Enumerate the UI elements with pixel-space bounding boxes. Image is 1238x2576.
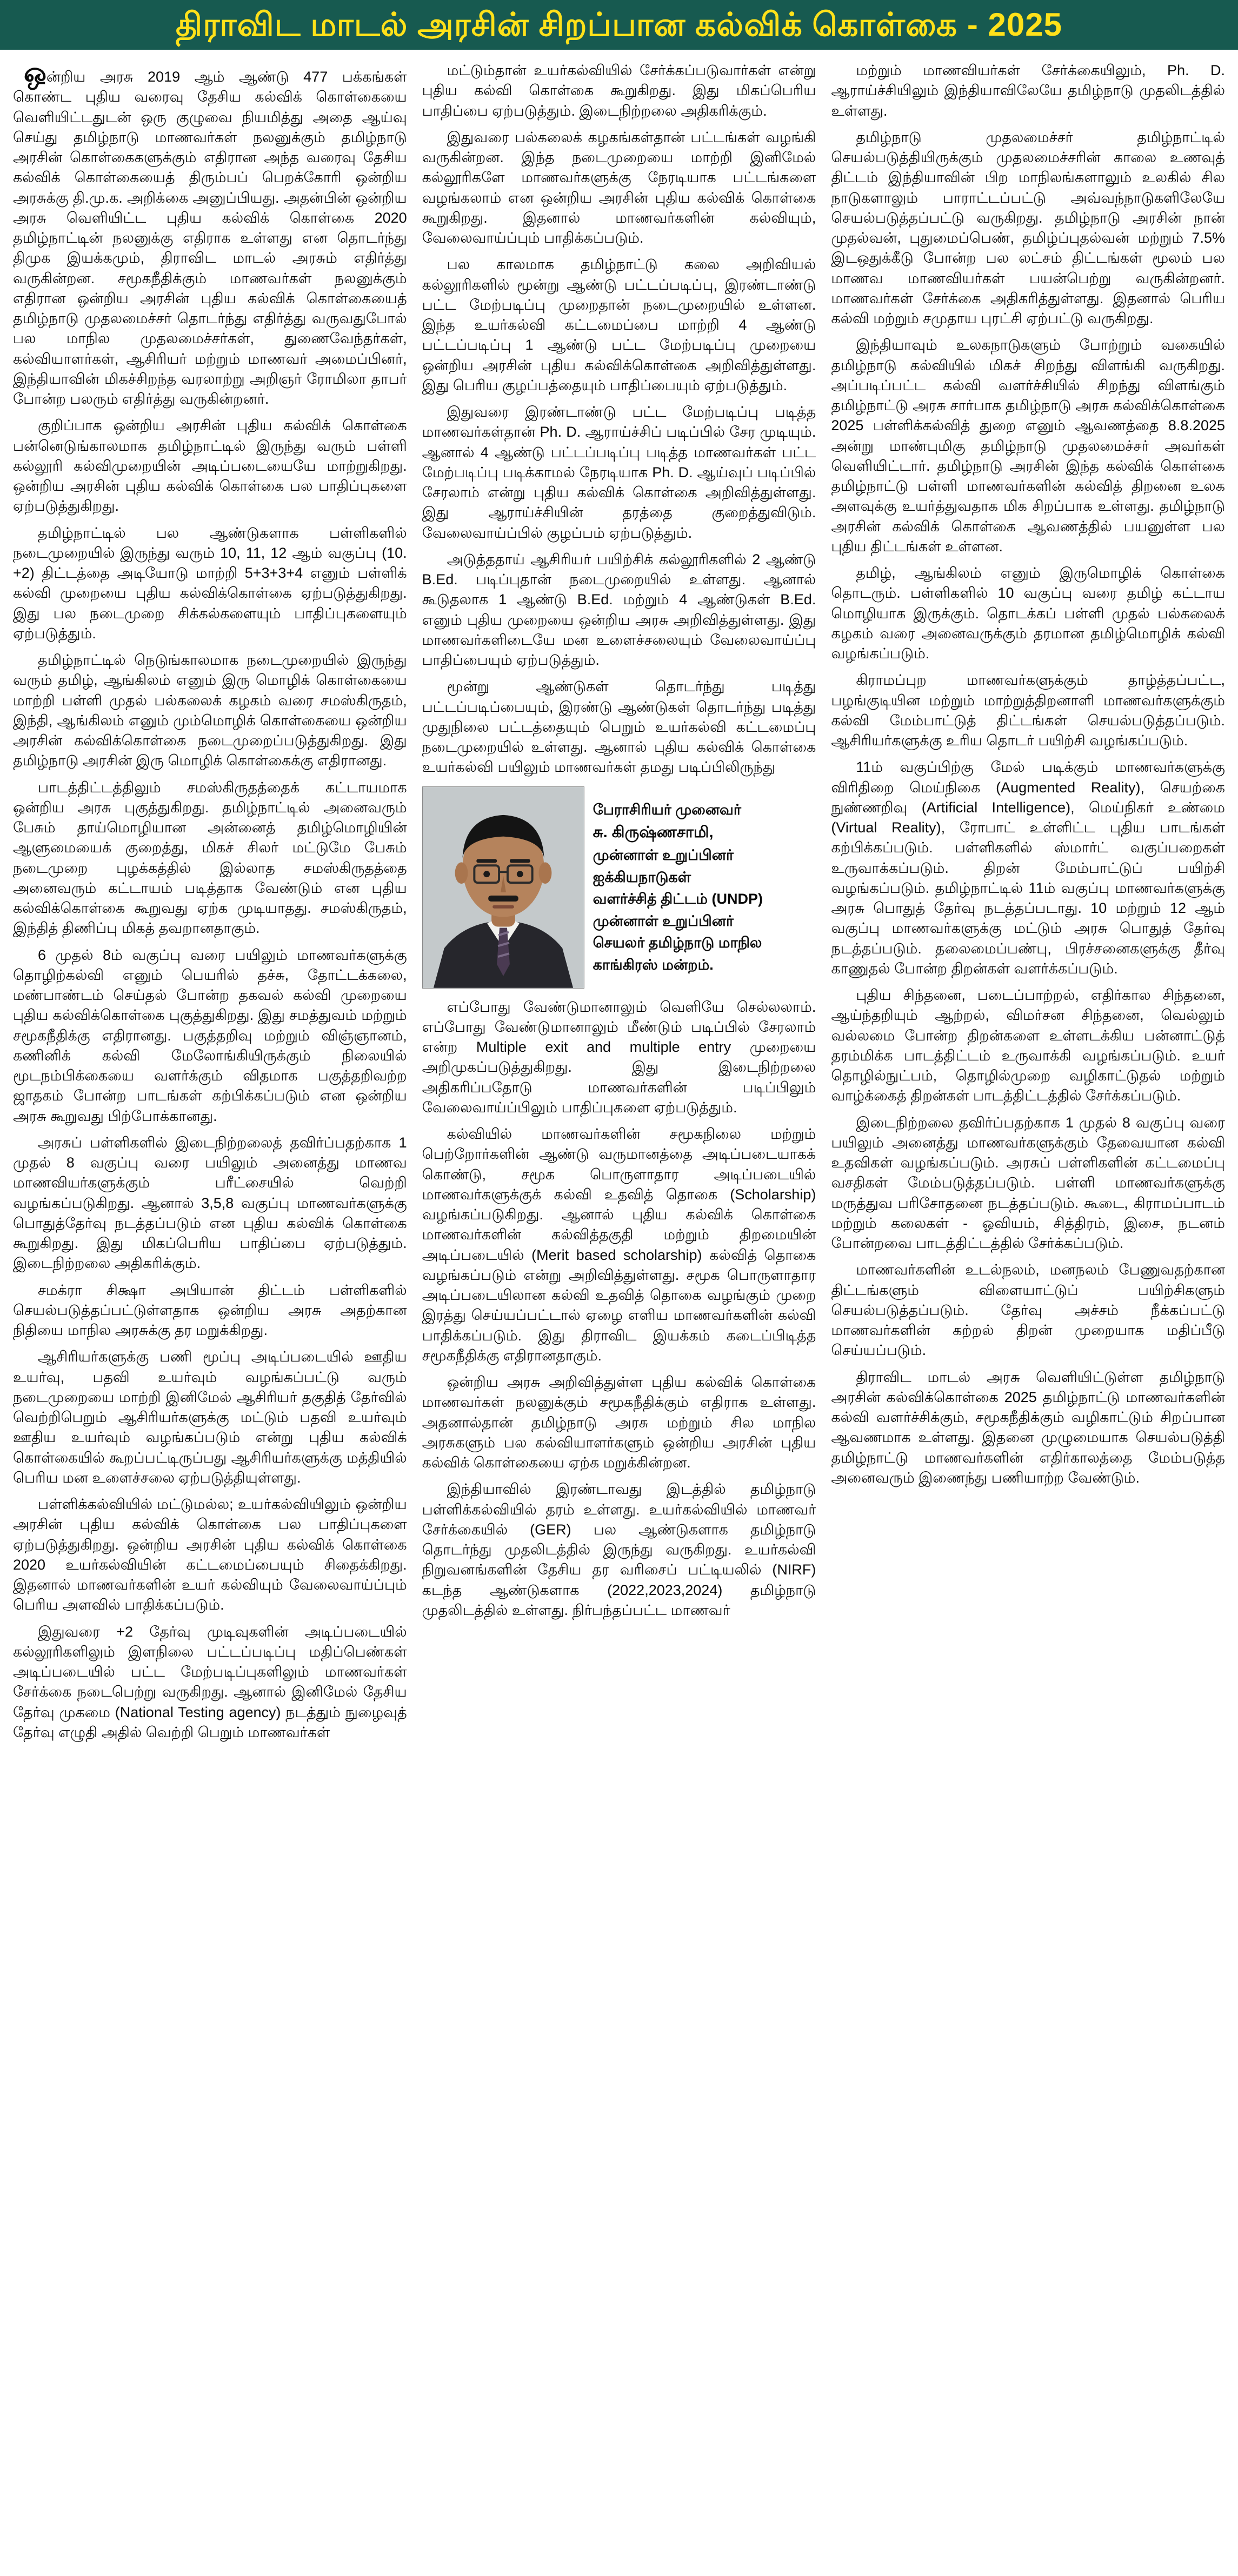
author-photo-block (422, 786, 816, 989)
paragraph: பள்ளிக்கல்வியில் மட்டுமல்ல; உயர்கல்வியிலும் ஒன்றிய அரசின் புதிய கல்விக் கொள்கை பல பாதிப்புகளை ஏற்படுத்துகிறது. ஒன்றிய அரசின் புதிய கல்விக் கொள்கை 2020 உயர்கல்வியின் கட்டமைப்பையும் சிதைக்கிறது. இதனால் மாணவர்களின் உயர் கல்வியும் வேலைவாய்ப்பும் பெரிய அளவில் பாதிக்கப்படும். (13, 1496, 407, 1613)
paragraph: இந்தியாவில் இரண்டாவது இடத்தில் தமிழ்நாடு பள்ளிக்கல்வியில் தரம் உள்ளது. உயர்கல்வியில் மாணவர் சேர்க்கையில் (GER) பல ஆண்டுகளாக தமிழ்நாடு தொடர்ந்து முதலிடத்தில் இருந்து வருகிறது. உயர்கல்வி நிறுவனங்களின் தேசிய தர வரிசைப் பட்டியலில் (NIRF) கடந்த ஆண்டுகளாக (2022,2023,2024) தமிழ்நாடு முதலிடத்தில் உள்ளது. நிர்பந்தப்பட்ட மாணவர் (422, 1481, 816, 1618)
paragraph: மூன்று ஆண்டுகள் தொடர்ந்து படித்து பட்டப்படிப்பையும், இரண்டு ஆண்டுகள் தொடர்ந்து படித்து முதுநிலை பட்டத்தையும் பெறும் உயர்கல்வி கட்டமைப்பு நடைமுறையில் உள்ளது. ஆனால் புதிய கல்விக் கொள்கை உயர்கல்வி பயிலும் மாணவர்கள் தமது படிப்பிலிருந்து (422, 678, 816, 776)
paragraph: ஆசிரியர்களுக்கு பணி மூப்பு அடிப்படையில் ஊதிய உயர்வு, பதவி உயர்வும் வழங்கப்பட்டு வரும் நடைமுறையை மாற்றி இனிமேல் ஆசிரியர் தகுதித் தேர்வில் வெற்றிபெறும் ஆசிரியர்களுக்கு மட்டும் பதவி உயர்வும் ஊதிய உயர்வும் வழங்கப்படும் என்று புதிய கல்விக் கொள்கையில் கூறப்பட்டிருப்பது ஆசிரியர்களுக்கு மத்தியில் பெரிய மன உளைச்சலை ஏற்படுத்தியுள்ளது. (13, 1349, 407, 1486)
author-caption (593, 786, 816, 989)
caption-line: முன்னாள் உறுப்பினர் (593, 912, 734, 929)
paragraph: மட்டும்தான் உயர்கல்வியில் சேர்க்கப்படுவார்கள் என்று புதிய கல்வி கொள்கை கூறுகிறது. இது மிகப்பெரிய பாதிப்பை ஏற்படுத்தும். இடைநிற்றலை அதிகரிக்கும். (422, 62, 816, 119)
caption-line: பேராசிரியர் முனைவர் (593, 802, 741, 818)
paragraph: புதிய சிந்தனை, படைப்பாற்றல், எதிர்கால சிந்தனை, ஆய்ந்தறியும் ஆற்றல், விமர்சன சிந்தனை, வெல்லும் வல்லமை போன்ற திறன்களை உள்ளடக்கிய பன்னாட்டுத் தரம்மிக்க பாடத்திட்டம் உருவாக்கி வழங்கப்படும். உயர் தொழில்நுட்பம், தொழில்முறை வழிகாட்டுதல் மற்றும் வாழ்க்கைத் திறன்கள் பாடத்திட்டத்தில் சேர்க்கப்படும். (831, 987, 1226, 1104)
paragraph: திராவிட மாடல் அரசு வெளியிட்டுள்ள தமிழ்நாடு அரசின் கல்விக்கொள்கை 2025 தமிழ்நாட்டு மாணவர்களின் கல்வி வளர்ச்சிக்கும், சமூகநீதிக்கும் வழிகாட்டும் சிறப்பான ஆவணமாக உள்ளது. இதனை முழுமையாக செயல்படுத்தி தமிழ்நாட்டு மாணவர்களின் எதிர்காலத்தை மேம்படுத்த அனைவரும் இணைந்து பணியாற்ற வேண்டும். (831, 1369, 1226, 1486)
paragraph: இடைநிற்றலை தவிர்ப்பதற்காக 1 முதல் 8 வகுப்பு வரை பயிலும் அனைத்து மாணவர்களுக்கும் தேவையான கல்வி உதவிகள் வழங்கப்படும். அரசுப் பள்ளிகளின் கட்டமைப்பு வசதிகள் மேம்படுத்தப்படும். பள்ளி மாணவர்களுக்கு மருத்துவ பரிசோதனை நடத்தப்படும். கூடை, கிராமப்பாடம் மற்றும் கலைகள் - ஓவியம், சித்திரம், இசை, நடனம் போன்றவை பாடத்திட்டத்தில் சேர்க்கப்படும். (831, 1114, 1226, 1251)
article-body (0, 50, 1238, 2576)
column-2 (422, 61, 816, 2576)
portrait-illustration (423, 787, 584, 988)
paragraph: இந்தியாவும் உலகநாடுகளும் போற்றும் வகையில் தமிழ்நாடு கல்வியில் மிகச் சிறந்து விளங்கி வருகிறது. அப்படிப்பட்ட கல்வி வளர்ச்சியில் சிறந்து விளங்கும் தமிழ்நாட்டு அரசு சார்பாக தமிழ்நாடு அரசு கல்விக்கொள்கை 2025 பள்ளிக்கல்வித் துறை எனும் ஆவணத்தை 8.8.2025 அன்று மாண்புமிகு தமிழ்நாடு முதலமைச்சர் அவர்கள் வெளியிட்டார். தமிழ்நாடு அரசின் இந்த கல்விக் கொள்கை தமிழ்நாட்டு பள்ளி மாணவர்களின் கல்வித் திறனை உலக அளவுக்கு உயர்த்துவதாக மிக சிறப்பாக உள்ளது. தமிழ்நாடு அரசின் கல்விக் கொள்கை ஆவணத்தில் பயனுள்ள பல புதிய திட்டங்கள் உள்ளன. (831, 337, 1226, 555)
paragraph: மற்றும் மாணவியர்கள் சேர்க்கையிலும், Ph. D. ஆராய்ச்சியிலும் இந்தியாவிலேயே தமிழ்நாடு முதலிடத்தில் உள்ளது. (831, 62, 1226, 119)
paragraph: பாடத்திட்டத்திலும் சமஸ்கிருதத்தைக் கட்டாயமாக ஒன்றிய அரசு புகுத்துகிறது. தமிழ்நாட்டில் அனைவரும் பேசும் தாய்மொழியான அன்னைத் தமிழ்மொழியின் ஆளுமையைக் குறைத்து, மிகச் சிலர் மட்டுமே பேசும் நடைமுறை புழக்கத்தில் இல்லாத சமஸ்கிருதத்தை அனைவரும் கட்டாயம் படித்தாக வேண்டும் என புதிய கல்விக்கொள்கை கூறுவது ஏற்க முடியாதது. சமஸ்கிருதம், இந்தித் திணிப்பு மிகத் தவறானதாகும். (13, 779, 407, 937)
caption-line: முன்னாள் உறுப்பினர் (593, 847, 734, 863)
paragraph: எப்போது வேண்டுமானாலும் வெளியே செல்லலாம். எப்போது வேண்டுமானாலும் மீண்டும் படிப்பில் சேரலாம் என்ற Multiple exit and multiple entry முறையை அறிமுகப்படுத்துகிறது. இது இடைநிற்றலை அதிகரிப்பதோடு மாணவர்களின் படிப்பிலும் வேலைவாய்ப்பிலும் பாதிப்புகளை ஏற்படுத்தும். (422, 998, 816, 1116)
caption-line: வளர்ச்சித் திட்டம் (UNDP) (593, 891, 763, 907)
paragraph: சமக்ரா சிக்ஷா அபியான் திட்டம் பள்ளிகளில் செயல்படுத்தப்பட்டுள்ளதாக ஒன்றிய அரசு அதற்கான நிதியை மாநில அரசுக்கு தர மறுக்கிறது. (13, 1282, 407, 1338)
column-1 (13, 57, 407, 2576)
paragraph: பல காலமாக தமிழ்நாட்டு கலை அறிவியல் கல்லூரிகளில் மூன்று ஆண்டு பட்டப்படிப்பு, இரண்டாண்டு பட்ட மேற்படிப்பு முறைதான் நடைமுறையில் உள்ளன. இந்த உயர்கல்வி கட்டமைப்பை மாற்றி 4 ஆண்டு பட்டப்படிப்பு 1 ஆண்டு பட்ட மேற்படிப்பு முறையை ஒன்றிய அரசின் புதிய கல்விக்கொள்கை அறிவித்துள்ளது. இது பெரிய குழப்பத்தையும் பாதிப்பையும் ஏற்படுத்தும். (422, 256, 816, 393)
article-title: திராவிட மாடல் அரசின் சிறப்பான கல்விக் கொள்கை - 2025 (176, 6, 1062, 43)
column-3 (831, 61, 1225, 2576)
column-2-bottom (422, 997, 816, 1621)
paragraph: ஒன்றிய அரசு அறிவித்துள்ள புதிய கல்விக் கொள்கை மாணவர்கள் நலனுக்கும் சமூகநீதிக்கும் எதிராக உள்ளது. அதனால்தான் தமிழ்நாடு அரசு மற்றும் சில மாநில அரசுகளும் பல கல்வியாளர்களும் ஒன்றிய அரசின் புதிய கல்விக் கொள்கையை ஏற்க மறுக்கின்றன. (422, 1374, 816, 1471)
caption-line: சு. கிருஷ்ணசாமி, (593, 823, 714, 841)
caption-line: ஐக்கியநாடுகள் (593, 869, 691, 885)
author-portrait-photo (422, 786, 584, 989)
caption-line: காங்கிரஸ் மன்றம். (593, 956, 714, 973)
paragraph: இதுவரை இரண்டாண்டு பட்ட மேற்படிப்பு படித்த மாணவர்கள்தான் Ph. D. ஆராய்ச்சிப் படிப்பில் சேர முடியும். ஆனால் 4 ஆண்டு பட்டப்படிப்பு படித்த மாணவர்கள் பட்ட மேற்படிப்பு படிக்காமல் நேரடியாக Ph. D. ஆய்வுப் படிப்பில் சேரலாம் என்று புதிய கல்விக் கொள்கை அறிவித்துள்ளது. இது ஆராய்ச்சியின் தரத்தை குறைத்துவிடும். வேலைவாய்ப்பில் குழப்பம் ஏற்படுத்தும். (422, 404, 816, 541)
paragraph: குறிப்பாக ஒன்றிய அரசின் புதிய கல்விக் கொள்கை பன்னெடுங்காலமாக தமிழ்நாட்டில் இருந்து வரும் பள்ளி கல்லூரி கல்விமுறையின் அடிப்படையையே மாற்றுகிறது. ஒன்றிய அரசின் புதிய கல்விக் கொள்கை பல பாதிப்புகளை ஏற்படுத்துகிறது. (13, 417, 407, 515)
paragraph: கிராமப்புற மாணவர்களுக்கும் தாழ்த்தப்பட்ட, பழங்குடியின மற்றும் மாற்றுத்திறனாளி மாணவர்களுக்கும் கல்வி மேம்பாட்டுத் திட்டங்கள் செயல்படுத்தப்படும். ஆசிரியர்களுக்கு உரிய தொடர் பயிற்சி வழங்கப்படும். (831, 672, 1226, 749)
paragraph: இதுவரை +2 தேர்வு முடிவுகளின் அடிப்படையில் கல்லூரிகளிலும் இளநிலை பட்டப்படிப்பு மதிப்பெண்கள் அடிப்படையில் பட்ட மேற்படிப்புகளிலும் மாணவர்கள் சேர்க்கை நடைபெற்று வருகிறது. ஆனால் இனிமேல் தேசிய தேர்வு முகமை (National Testing agency) நடத்தும் நுழைவுத் தேர்வு எழுதி அதில் வெற்றி பெறும் மாணவர்கள் (13, 1623, 407, 1740)
paragraph: அடுத்ததாய் ஆசிரியர் பயிற்சிக் கல்லூரிகளில் 2 ஆண்டு B.Ed. படிப்புதான் நடைமுறையில் உள்ளது. ஆனால் கூடுதலாக 1 ஆண்டு B.Ed. மற்றும் 4 ஆண்டுகள் B.Ed. எனும் புதிய முறையை ஒன்றிய அரசு அறிவித்துள்ளது. இது மாணவர்களிடையே மன உளைச்சலையும் வேலைவாய்ப்பு பாதிப்பையும் ஏற்படுத்தும். (422, 551, 816, 668)
article-header (0, 0, 1238, 50)
paragraph: ஒன்றிய அரசு 2019 ஆம் ஆண்டு 477 பக்கங்கள் கொண்ட புதிய வரைவு தேசிய கல்விக் கொள்கையை வெளியிட்டதுடன் ஒரு குழுவை நியமித்து அதை ஆய்வு செய்து தமிழ்நாடு மாணவர்கள் நலனுக்கும் தமிழ்நாடு அரசின் கொள்கைகளுக்கும் எதிரான அந்த வரைவு தேசிய கல்விக் கொள்கையைத் திரும்பப் பெறக்கோரி ஒன்றிய அரசுக்கு தி.மு.க. அறிக்கை அனுப்பியது. அதன்பின் ஒன்றிய அரசு வெளியிட்ட புதிய கல்விக் கொள்கை 2020 தமிழ்நாட்டின் நலனுக்கு எதிராக உள்ளது என தொடர்ந்து திமுக இயக்கமும், திராவிட மாடல் அரசும் எதிர்த்து வருகின்றன. சமூகநீதிக்கும் மாணவர்கள் நலனுக்கும் எதிரான ஒன்றிய அரசின் புதிய கல்விக் கொள்கையைத் தமிழ்நாடு முதலமைச்சர் தொடர்ந்து எதிர்த்து வருவதுபோல் பல மாநில முதலமைச்சர்கள், துணைவேந்தர்கள், கல்வியாளர்கள், ஆசிரியர் மற்றும் மாணவர் அமைப்பினர், இந்தியாவின் மிகச்சிறந்த வரலாற்று அறிஞர் ரோமிலா தாபர் போன்ற பலரும் எதிர்த்து வருகின்றனர். (13, 57, 407, 407)
paragraph: தமிழ்நாட்டில் பல ஆண்டுகளாக பள்ளிகளில் நடைமுறையில் இருந்து வரும் 10, 11, 12 ஆம் வகுப்பு (10. +2) திட்டத்தை அடியோடு மாற்றி 5+3+3+4 எனும் பள்ளிக் கல்வி முறையை புதிய கல்விக்கொள்கை ஏற்படுத்துகிறது. இது பல நடைமுறை சிக்கல்களையும் பாதிப்புகளையும் ஏற்படுத்தும். (13, 524, 407, 642)
paragraph: கல்வியில் மாணவர்களின் சமூகநிலை மற்றும் பெற்றோர்களின் ஆண்டு வருமானத்தை அடிப்படையாகக் கொண்டு, சமூக பொருளாதார அடிப்படையில் மாணவர்களுக்குக் கல்வி உதவித் தொகை (Scholarship) வழங்கப்படுகிறது. ஆனால் புதிய கல்விக் கொள்கை மாணவர்களின் கல்வித்தகுதி மற்றும் திறமையின் அடிப்படையில் (Merit based scholarship) கல்வித் தொகை வழங்கப்படும் என்று அறிவித்துள்ளது. சமூக பொருளாதார அடிப்படையிலான கல்வி உதவித் தொகை வழங்கும் முறை இரத்து செய்யப்பட்டால் ஏழை எளிய மாணவர்களின் கல்வி பாதிக்கப்படும். இது திராவிட இயக்கம் கடைப்பிடித்த சமூகநீதிக்கு எதிரானதாகும். (422, 1126, 816, 1364)
paragraph: 6 முதல் 8ம் வகுப்பு வரை பயிலும் மாணவர்களுக்கு தொழிற்கல்வி எனும் பெயரில் தச்சு, தோட்டக்கலை, மண்பாண்டம் செய்தல் போன்ற தகவல் கல்வி முறையை புதிய கல்விக்கொள்கை புகுத்துகிறது. இது சமத்துவம் மற்றும் சமூகநீதிக்கு எதிரானது. பகுத்தறிவு மற்றும் விஞ்ஞானம், கணினிக் கல்வி மேலோங்கியிருக்கும் நிலையில் மூடநம்பிக்கையை வளர்க்கும் விதமாக பகுத்தறிவற்ற ஜாதகம் போன்ற பாடங்கள் கற்பிக்கப்படும் என ஒன்றிய அரசு கூறுவது பிற்போக்கானது. (13, 946, 407, 1124)
paragraph: தமிழ்நாட்டில் நெடுங்காலமாக நடைமுறையில் இருந்து வரும் தமிழ், ஆங்கிலம் எனும் இரு மொழிக் கொள்கையை மாற்றி பள்ளி முதல் பல்கலைக் கழகம் வரை சமஸ்கிருதம், இந்தி, ஆங்கிலம் எனும் மும்மொழிக் கொள்கையை ஒன்றிய அரசின் கல்விக்கொள்கை நடைமுறைப்படுத்துகிறது. இது தமிழ்நாடு அரசின் இரு மொழிக் கொள்கைக்கு எதிரானது. (13, 652, 407, 769)
caption-line: செயலர் தமிழ்நாடு மாநில (593, 935, 762, 951)
paragraph: தமிழ், ஆங்கிலம் எனும் இருமொழிக் கொள்கை தொடரும். பள்ளிகளில் 10 வகுப்பு வரை தமிழ் கட்டாய மொழியாக இருக்கும். தொடக்கப் பள்ளி முதல் பல்கலைக் கழகம் வரை அனைவருக்கும் தரமான தமிழ்மொழிக் கல்வி வழங்கப்படும். (831, 565, 1226, 662)
paragraph: தமிழ்நாடு முதலமைச்சர் தமிழ்நாட்டில் செயல்படுத்தியிருக்கும் முதலமைச்சரின் காலை உணவுத் திட்டம் இந்தியாவின் பிற மாநிலங்களாலும் உலகில் சில நாடுகளாலும் பாராட்டப்பட்டு அவ்வந்நாடுகளிலேயே செயல்படுத்தப்பட்டு வருகிறது. தமிழ்நாடு அரசின் நான் முதல்வன், புதுமைப்பெண், தமிழ்ப்புதல்வன் மற்றும் 7.5% இடஒதுக்கீடு போன்ற பல லட்சம் திட்டங்கள் மூலம் பல மாணவ மாணவியர்கள் பயன்பெற்று வருகின்றனர். மாணவர்கள் சேர்க்கை அதிகரித்துள்ளது. இதனால் பெரிய கல்வி மற்றும் சமுதாய புரட்சி ஏற்பட்டு வருகிறது. (831, 129, 1226, 326)
paragraph: இதுவரை பல்கலைக் கழகங்கள்தான் பட்டங்கள் வழங்கி வருகின்றன. இந்த நடைமுறையை மாற்றி இனிமேல் கல்லூரிகளே மாணவர்களுக்கு நேரடியாக பட்டங்களை வழங்கலாம் என ஒன்றிய அரசின் புதிய கல்விக் கொள்கை கூறுகிறது. இதனால் மாணவர்களின் கல்வியும், வேலைவாய்ப்பும் பாதிக்கப்படும். (422, 129, 816, 246)
paragraph: 11ம் வகுப்பிற்கு மேல் படிக்கும் மாணவர்களுக்கு விரிதிறை மெய்நிகை (Augmented Reality), செயற்கை நுண்ணறிவு (Artificial Intelligence), மெய்நிகர் உண்மை (Virtual Reality), ரோபாட் உள்ளிட்ட புதிய பாடங்கள் கற்பிக்கப்படும். பள்ளிகளில் ஸ்மார்ட் வகுப்பறைகள் உருவாக்கப்படும். திறன் மேம்பாட்டுப் பயிற்சி வழங்கப்படும். தமிழ்நாட்டில் 11ம் வகுப்பு மாணவர்களுக்கு அரசு பொதுத் தேர்வு நடத்தப்படாது. 10 மற்றும் 12 ஆம் வகுப்பு மாணவர்களுக்கு மட்டும் அரசு பொதுத் தேர்வு நடத்தப்படும். தலைமைப்பண்பு, பிரச்சனைகளுக்கு தீர்வு காணுதல் போன்ற திறன்கள் வளர்க்கப்படும். (831, 759, 1226, 977)
paragraph: மாணவர்களின் உடல்நலம், மனநலம் பேணுவதற்கான திட்டங்களும் விளையாட்டுப் பயிற்சிகளும் செயல்படுத்தப்படும். தேர்வு அச்சம் நீக்கப்பட்டு மாணவர்களின் கற்றல் திறன் முறையாக மதிப்பீடு செய்யப்படும். (831, 1262, 1226, 1359)
paragraph: அரசுப் பள்ளிகளில் இடைநிற்றலைத் தவிர்ப்பதற்காக 1 முதல் 8 வகுப்பு வரை பயிலும் அனைத்து மாணவ மாணவியர்களுக்கும் பரீட்சையில் வெற்றி வழங்கப்படுகிறது. ஆனால் 3,5,8 வகுப்பு மாணவர்களுக்கு பொதுத்தேர்வு நடத்தப்படும் என புதிய கல்விக் கொள்கை கூறுகிறது. இது மிகப்பெரிய பாதிப்பை ஏற்படுத்தும். இடைநிற்றலை அதிகரிக்கும். (13, 1134, 407, 1272)
column-2-top (422, 61, 816, 778)
